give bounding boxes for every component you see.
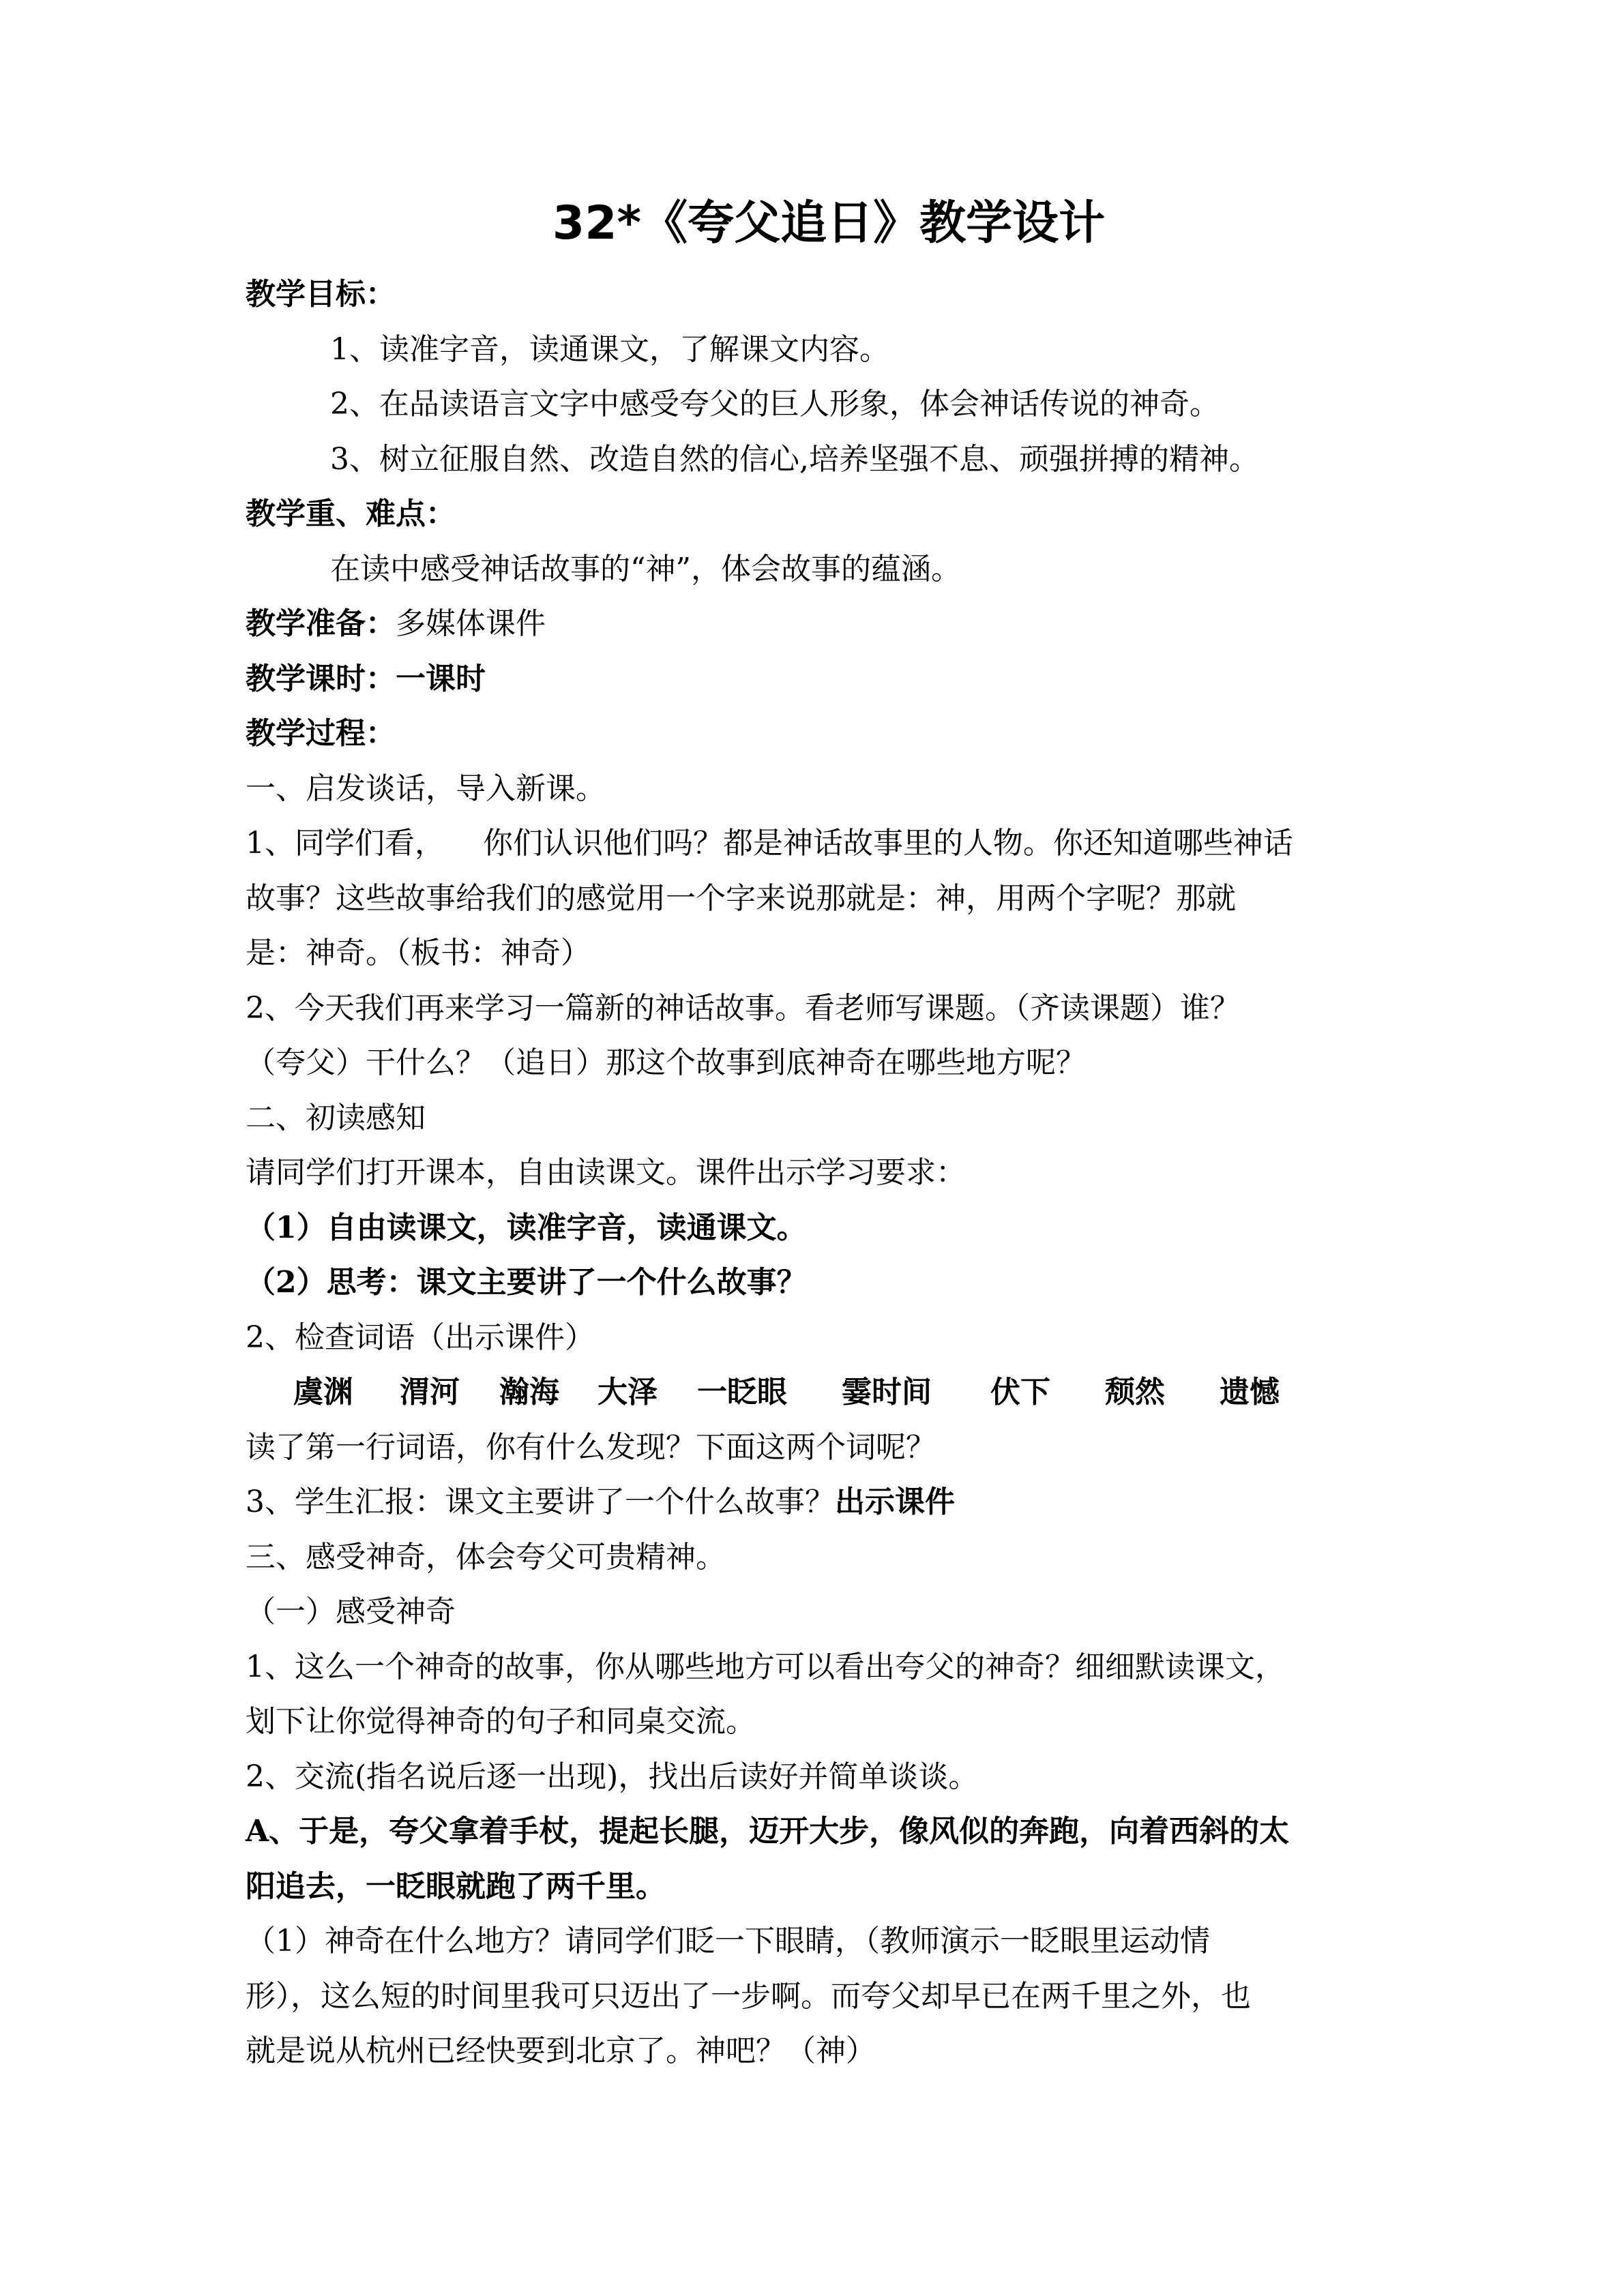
paragraph-line: 请同学们打开课本，自由读课文。课件出示学习要求： xyxy=(246,1155,966,1190)
objectives-heading: 教学目标： xyxy=(246,277,396,312)
paragraph-line: 读了第一行词语，你有什么发现？下面这两个词呢？ xyxy=(246,1429,936,1465)
preparation-value: 多媒体课件 xyxy=(396,606,546,641)
vocab-word: 伏下 xyxy=(990,1375,1050,1410)
paragraph-line: 2、今天我们再来学习一篇新的神话故事。看老师写课题。（齐读课题）谁？ xyxy=(246,990,1240,1026)
paragraph-line: 1、这么一个神奇的故事，你从哪些地方可以看出夸父的神奇？细细默读课文， xyxy=(246,1649,1285,1684)
vocab-word: 渭河 xyxy=(400,1375,460,1410)
paragraph-line: （夸父）干什么？（追日）那这个故事到底神奇在哪些地方呢？ xyxy=(246,1045,1086,1080)
objective-item: 2、在品读语言文字中感受夸父的巨人形象，体会神话传说的神奇。 xyxy=(330,387,1220,421)
requirement-item: （2）思考：课文主要讲了一个什么故事？ xyxy=(246,1265,807,1300)
paragraph-line: 2、检查词语（出示课件） xyxy=(246,1320,595,1355)
objective-item: 3、树立征服自然、改造自然的信心,培养坚强不息、顽强拼搏的精神。 xyxy=(330,441,1259,477)
report-prefix: 3、学生汇报：课文主要讲了一个什么故事？ xyxy=(246,1485,835,1519)
preparation-line xyxy=(246,597,1391,652)
class-hours-value: 一课时 xyxy=(396,661,486,696)
quoted-sentence: 阳追去，一眨眼就跑了两千里。 xyxy=(246,1868,666,1904)
quoted-sentence: A、于是，夸父拿着手杖，提起长腿，迈开大步，像风似的奔跑，向着西斜的太 xyxy=(246,1814,1290,1849)
vocab-word: 虞渊 xyxy=(293,1375,353,1410)
paragraph-line: 划下让你觉得神奇的句子和同桌交流。 xyxy=(246,1704,756,1739)
paragraph-line: 就是说从杭州已经快要到北京了。神吧？（神） xyxy=(246,2033,876,2068)
vocab-word: 一眨眼 xyxy=(697,1375,787,1410)
key-points-heading: 教学重、难点： xyxy=(246,496,456,531)
key-points-text: 在读中感受神话故事的“神”，体会故事的蕴涵。 xyxy=(330,551,961,586)
class-hours-line xyxy=(246,652,1391,707)
section-heading: 一、启发谈话，导入新课。 xyxy=(246,771,606,806)
document-body xyxy=(246,183,1391,2079)
report-suffix: 出示课件 xyxy=(835,1485,955,1519)
preparation-label: 教学准备： xyxy=(246,606,396,641)
paragraph-line: 是：神奇。（板书：神奇） xyxy=(246,936,591,970)
process-heading: 教学过程： xyxy=(246,716,396,751)
paragraph-line: （1）神奇在什么地方？请同学们眨一下眼睛，（教师演示一眨眼里运动情 xyxy=(246,1924,1210,1958)
class-hours-label: 教学课时： xyxy=(246,661,396,696)
paragraph-line: 故事？这些故事给我们的感觉用一个字来说那就是：神，用两个字呢？那就 xyxy=(246,880,1236,916)
requirement-item: （1）自由读课文，读准字音，读通课文。 xyxy=(246,1210,807,1245)
paragraph-line: 1、同学们看， 你们认识他们吗？都是神话故事里的人物。你还知道哪些神话 xyxy=(246,826,1293,861)
report-line xyxy=(246,1475,1391,1530)
vocab-list xyxy=(246,1365,1391,1420)
vocab-word: 瀚海 xyxy=(499,1375,559,1410)
paragraph-line: 形），这么短的时间里我可只迈出了一步啊。而夸父却早已在两千里之外，也 xyxy=(246,1978,1251,2014)
section-heading: 二、初读感知 xyxy=(246,1100,426,1135)
vocab-word: 霎时间 xyxy=(842,1375,932,1410)
vocab-word: 遗憾 xyxy=(1220,1375,1280,1410)
vocab-word: 颓然 xyxy=(1105,1375,1165,1410)
subsection-heading: （一）感受神奇 xyxy=(246,1594,456,1629)
objective-item: 1、读准字音，读通课文，了解课文内容。 xyxy=(330,331,889,367)
vocab-word: 大泽 xyxy=(597,1375,658,1410)
document-title: 32*《夸父追日》教学设计 xyxy=(552,196,1106,250)
section-heading: 三、感受神奇，体会夸父可贵精神。 xyxy=(246,1539,726,1575)
paragraph-line: 2、交流(指名说后逐一出现)，找出后读好并简单谈谈。 xyxy=(246,1759,979,1794)
